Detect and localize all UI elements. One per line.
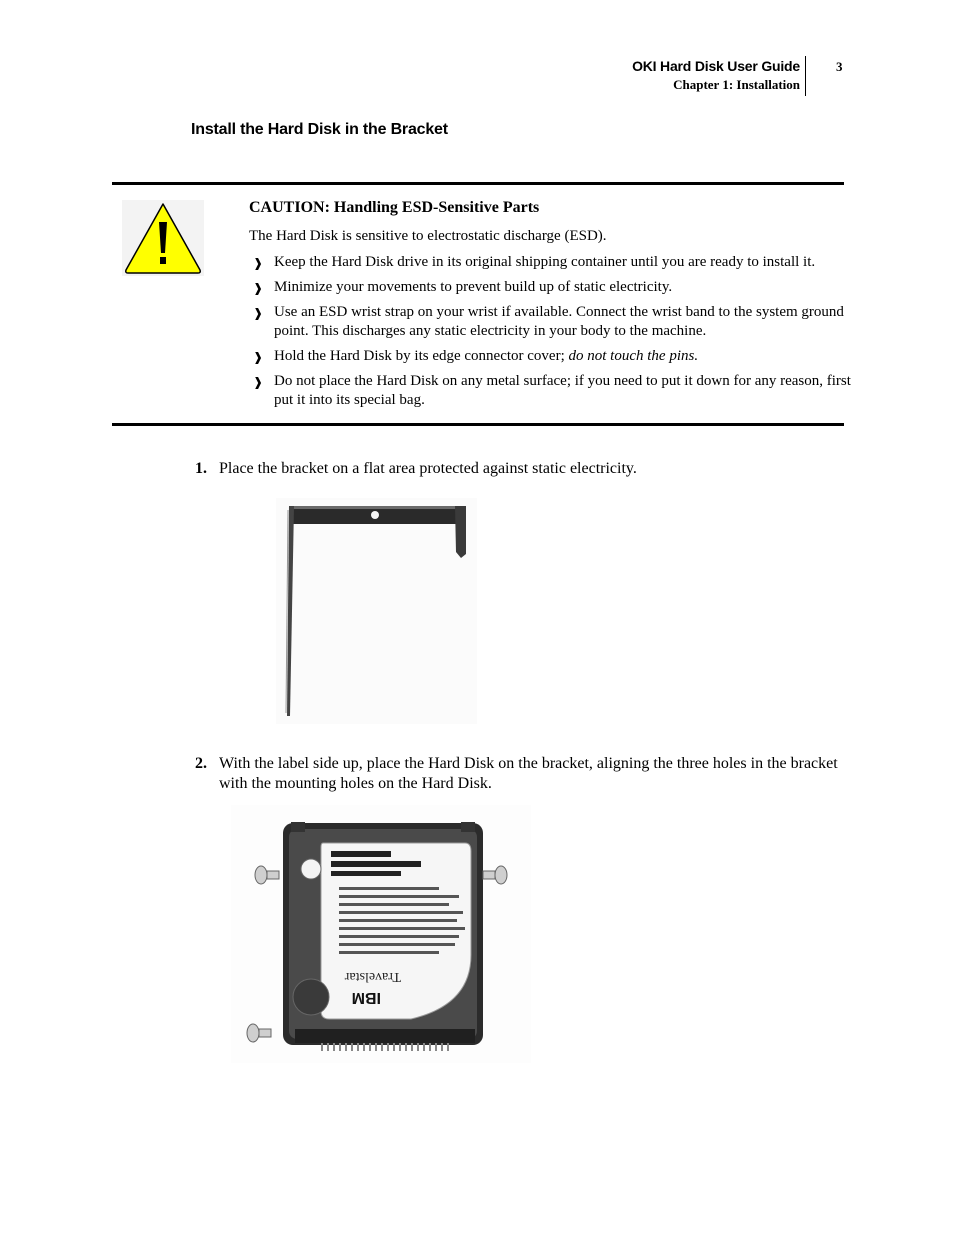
bullet-text: Minimize your movements to prevent build up of static electricity. bbox=[274, 279, 673, 295]
hard-disk-photo bbox=[231, 805, 531, 1063]
step-text: Place the bracket on a flat area protected against static electricity. bbox=[219, 460, 637, 477]
step-text: With the label side up, place the Hard Disk on the bracket, aligning the three holes in the bracket with the mounting holes on the Hard Disk. bbox=[219, 755, 838, 792]
section-title: Install the Hard Disk in the Bracket bbox=[191, 121, 448, 138]
bullet-text: Keep the Hard Disk drive in its original shipping container until you are ready to install it. bbox=[274, 254, 816, 270]
guide-title: OKI Hard Disk User Guide bbox=[632, 58, 800, 74]
header-divider bbox=[805, 56, 806, 96]
page-number: 3 bbox=[836, 59, 843, 74]
bullet-arrow-icon: ❱ bbox=[253, 375, 264, 389]
step-number: 1. bbox=[195, 460, 207, 477]
list-item bbox=[253, 303, 853, 341]
bullet-arrow-icon: ❱ bbox=[253, 256, 264, 270]
list-item bbox=[253, 278, 853, 297]
step-1 bbox=[195, 459, 845, 483]
warning-triangle-icon bbox=[122, 200, 204, 276]
bullet-arrow-icon: ❱ bbox=[253, 350, 264, 364]
bracket-photo bbox=[276, 498, 477, 724]
chapter-label: Chapter 1: Installation bbox=[673, 77, 800, 92]
bullet-arrow-icon: ❱ bbox=[253, 306, 264, 320]
caution-intro: The Hard Disk is sensitive to electrostatic discharge (ESD). bbox=[249, 228, 607, 244]
disk-logo: IBM bbox=[351, 989, 381, 1006]
list-item bbox=[253, 253, 853, 272]
list-item bbox=[253, 372, 853, 410]
disk-brand: Travelstar bbox=[344, 969, 401, 984]
bullet-text: Do not place the Hard Disk on any metal surface; if you need to put it down for any reason, first put it into its special bag. bbox=[274, 373, 851, 408]
bullet-arrow-icon: ❱ bbox=[253, 281, 264, 295]
caution-top-rule bbox=[112, 182, 844, 185]
bullet-text: Use an ESD wrist strap on your wrist if available. Connect the wrist band to the system ground point. This discharges any static electricity in your body to the machine. bbox=[274, 304, 844, 339]
list-item bbox=[253, 347, 853, 366]
step-number: 2. bbox=[195, 755, 207, 772]
caution-bottom-rule bbox=[112, 423, 844, 426]
bullet-emphasis: do not touch the pins. bbox=[568, 348, 699, 364]
bullet-text: Hold the Hard Disk by its edge connector cover; bbox=[274, 348, 569, 364]
caution-title: CAUTION: Handling ESD-Sensitive Parts bbox=[249, 199, 540, 216]
step-2 bbox=[195, 754, 845, 798]
caution-bullet-list bbox=[253, 253, 853, 416]
